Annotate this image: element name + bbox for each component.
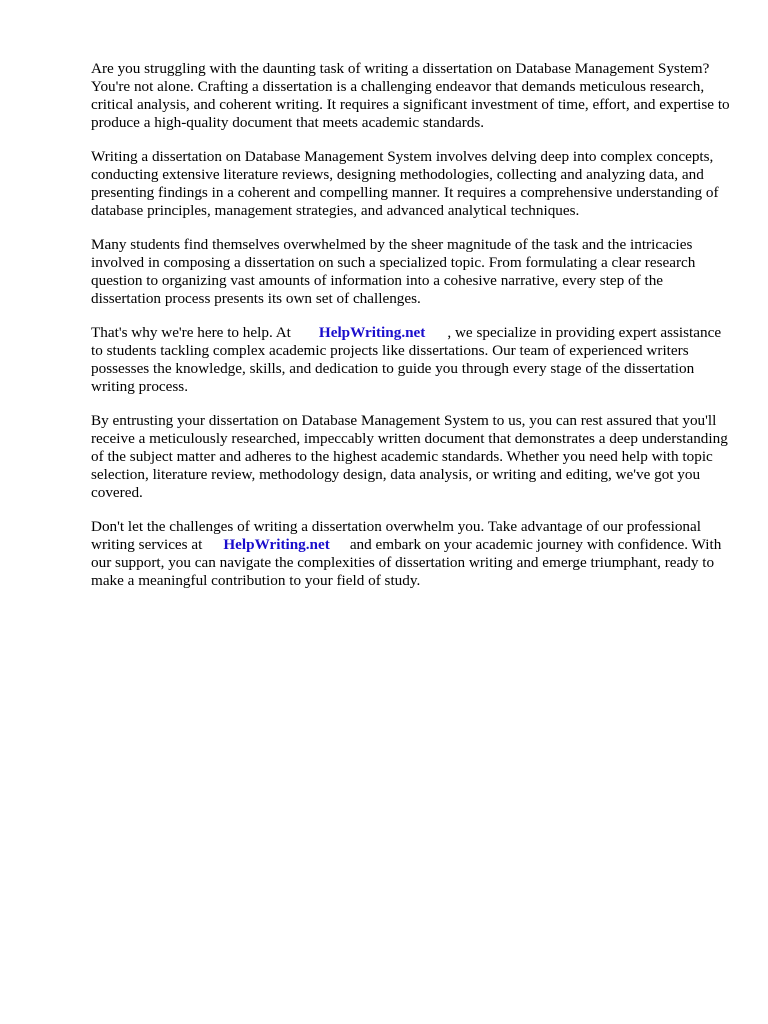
service-paragraph-lead: That's why we're here to help. At: [91, 324, 291, 341]
closing-paragraph: [91, 518, 731, 590]
service-paragraph-rest: , we specialize in providing expert assistance to students tackling complex academic projects like dissertations. Our team of experienced writers possesses the knowledge, skills, and dedication to guide you through every stage of the dissertation writing process.: [91, 324, 722, 395]
helpwriting-link-closing[interactable]: HelpWriting.net: [223, 536, 330, 553]
document-body: [91, 60, 731, 606]
challenges-paragraph: Many students find themselves overwhelmed by the sheer magnitude of the task and the intricacies involved in composing a dissertation on such a specialized topic. From formulating a clear research question to organizing vast amounts of information into a cohesive narrative, every step of the dissertation process presents its own set of challenges.: [91, 236, 696, 307]
closing-paragraph-lead: Don't let the challenges of writing a dissertation overwhelm you. Take advantage of our professional writing services at: [91, 518, 701, 553]
requirements-paragraph: Writing a dissertation on Database Management System involves delving deep into complex concepts, conducting extensive literature reviews, designing methodologies, collecting and analyzing data, and presenting findings in a coherent and compelling manner. It requires a comprehensive understanding of database principles, management strategies, and advanced analytical techniques.: [91, 148, 719, 219]
intro-paragraph: Are you struggling with the daunting task of writing a dissertation on Database Management System? You're not alone. Crafting a dissertation is a challenging endeavor that demands meticulous research, critical analysis, and coherent writing. It requires a significant investment of time, effort, and expertise to produce a high-quality document that meets academic standards.: [91, 60, 730, 131]
helpwriting-link[interactable]: HelpWriting.net: [318, 324, 426, 341]
closing-paragraph-rest: and embark on your academic journey with confidence. With our support, you can navigate the complexities of dissertation writing and emerge triumphant, ready to make a meaningful contribution to your field of study.: [91, 536, 722, 589]
service-paragraph: [91, 324, 731, 396]
assurance-paragraph: By entrusting your dissertation on Database Management System to us, you can rest assured that you'll receive a meticulously researched, impeccably written document that demonstrates a deep understanding of the subject matter and adheres to the highest academic standards. Whether you need help with topic selection, literature review, methodology design, data analysis, or writing and editing, we've got you covered.: [91, 412, 728, 501]
